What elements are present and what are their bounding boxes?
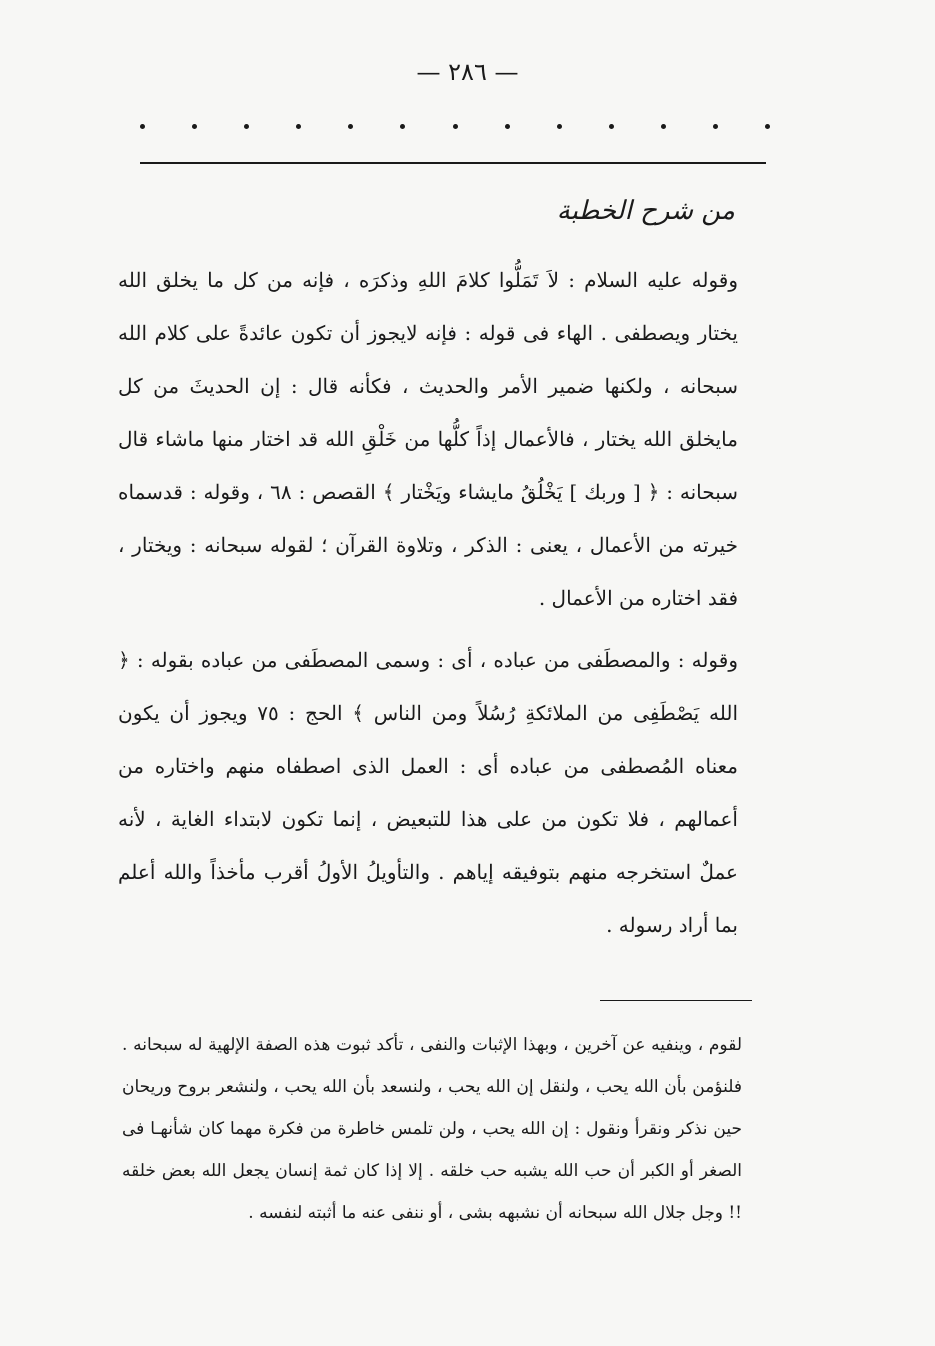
paragraph-2: وقوله : والمصطَفى من عباده ، أى : وسمى المصطَفى من عباده بقوله : ﴿ الله يَصْطَفِى من الملائكةِ رُسُلاً ومن الناس ﴾ الحج : ٧٥ ويجوز أن يكون معناه المُصطفى من عباده أى : العمل الذى اصطفاه منهم واختاره من أعمالهم ، فلا تكون من على هذا للتبعيض ، إنما تكون لابتداء الغاية ، لأنه عملٌ استخرجه منهم بتوفيقه إياهم . والتأويلُ الأولُ أقرب مأخذاً والله أعلم بما أراد رسوله . [118, 648, 738, 937]
ellipsis-dot [192, 124, 197, 129]
ellipsis-dot [296, 124, 301, 129]
ellipsis-dot [244, 124, 249, 129]
ellipsis-dot [453, 124, 458, 129]
footnote-separator [600, 1000, 752, 1001]
section-heading: من شرح الخطبة [556, 196, 735, 226]
footnote [122, 1024, 742, 1234]
ellipsis-dots-row [140, 124, 770, 129]
ellipsis-dot [609, 124, 614, 129]
footnote-paragraph: لقوم ، وينفيه عن آخرين ، وبهذا الإثبات والنفى ، تأكد ثبوت هذه الصفة الإلهية له سبحانه . فلنؤمن بأن الله يحب ، ولنقل إن الله يحب ، ولنسعد بأن الله يحب ، ولنشعر بروح وريحان حين نذكر ونقرأ ونقول : إن الله يحب ، ولن تلمس خاطرة من فكرة مهما كان شأنهـا فى الصغر أو الكبر أن حب الله يشبه حب خلقه . إلا إذا كان ثمة إنسان يجعل الله بعض خلقه !! وجل جلال الله سبحانه أن نشبهه بشى ، أو ننفى عنه ما أثبته لنفسه . [122, 1035, 742, 1223]
page-number: — ٢٨٦ — [416, 58, 519, 86]
main-text [118, 254, 738, 952]
ellipsis-dot [400, 124, 405, 129]
ellipsis-dot [557, 124, 562, 129]
ellipsis-dot [505, 124, 510, 129]
ellipsis-dot [140, 124, 145, 129]
ellipsis-dot [713, 124, 718, 129]
ellipsis-dot [348, 124, 353, 129]
ellipsis-dot [765, 124, 770, 129]
header-rule [140, 162, 766, 164]
ellipsis-dot [661, 124, 666, 129]
paragraph-1: وقوله عليه السلام : لاَ تَمَلُّوا كلامَ اللهِ وذكرَه ، فإنه من كل ما يخلق الله يختار ويصطفى . الهاء فى قوله : فإنه لايجوز أن تكون عائدةً على كلام الله سبحانه ، ولكنها ضمير الأمر والحديث ، فكأنه قال : إن الحديثَ من كل مايخلق الله يختار ، فالأعمال إذاً كلُّها من خَلْقِ الله قد اختار منها ماشاء قال سبحانه : ﴿ [ وربك ] يَخْلُقُ مايشاء ويَخْتار ﴾ القصص : ٦٨ ، وقوله : قدسماه خيرته من الأعمال ، يعنى : الذكر ، وتلاوة القرآن ؛ لقوله سبحانه : ويختار ، فقد اختاره من الأعمال . [118, 268, 738, 610]
